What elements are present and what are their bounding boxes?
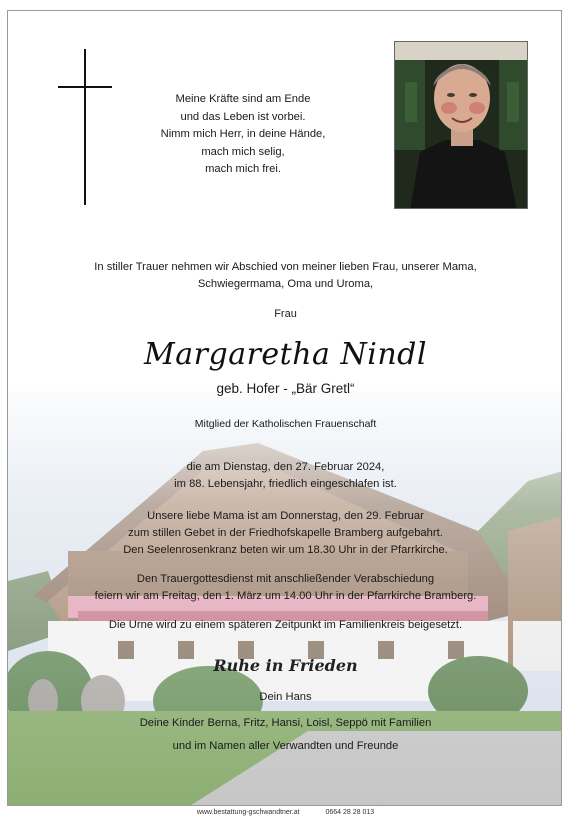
portrait-photo <box>394 41 528 209</box>
membership: Mitglied der Katholischen Frauenschaft <box>194 418 377 430</box>
cross-icon-bar <box>58 86 112 88</box>
death-line: im 88. Lebensjahr, friedlich eingeschlafen ist. <box>174 478 397 490</box>
poem-line: mach mich selig, <box>201 145 285 158</box>
husband-signature: Dein Hans <box>259 691 312 703</box>
poem-line: Meine Kräfte sind am Ende <box>175 93 311 105</box>
footer <box>0 809 571 816</box>
intro-line: In stiller Trauer nehmen wir Abschied von meiner lieben Frau, unserer Mama, <box>94 261 477 273</box>
intro-text <box>8 259 562 292</box>
poem <box>128 91 358 179</box>
wake-info <box>8 508 562 559</box>
intro-line: Schwiegermama, Oma und Uroma, <box>197 277 374 290</box>
obituary-card <box>7 10 562 806</box>
children-signature: Deine Kinder Berna, Fritz, Hansi, Loisl, Seppö mit Familien <box>139 717 432 729</box>
urn-info: Die Urne wird zu einem späteren Zeitpunkt im Familienkreis beigesetzt. <box>108 619 463 631</box>
website-link[interactable]: www.bestattung-gschwandtner.at <box>196 809 300 816</box>
service-line: feiern wir am Freitag, den 1. März um 14.00 Uhr in der Pfarrkirche Bramberg. <box>94 590 477 602</box>
service-line: Den Trauergottesdienst mit anschließender Verabschiedung <box>136 573 435 585</box>
death-notice <box>8 459 562 493</box>
salutation: Frau <box>274 308 297 320</box>
cross-icon <box>84 49 86 205</box>
phone-number: 0664 28 28 013 <box>325 809 375 816</box>
relatives-signature: und im Namen aller Verwandten und Freunde <box>172 740 399 752</box>
deceased-name: Margaretha Nindl <box>144 337 427 372</box>
service-info <box>8 571 562 605</box>
poem-line: Nimm mich Herr, in deine Hände, <box>160 128 326 140</box>
death-line: die am Dienstag, den 27. Februar 2024, <box>186 461 385 473</box>
rest-in-peace: Ruhe in Frieden <box>213 656 358 675</box>
wake-line: Den Seelenrosenkranz beten wir um 18.30 Uhr in der Pfarrkirche. <box>123 544 448 556</box>
wake-line: zum stillen Gebet in der Friedhofskapelle Bramberg aufgebahrt. <box>128 527 443 539</box>
poem-line: mach mich frei. <box>205 163 281 175</box>
birth-name: geb. Hofer - „Bär Gretl“ <box>216 381 355 396</box>
wake-line: Unsere liebe Mama ist am Donnerstag, den 29. Februar <box>147 510 424 522</box>
poem-line: und das Leben ist vorbei. <box>180 110 306 123</box>
